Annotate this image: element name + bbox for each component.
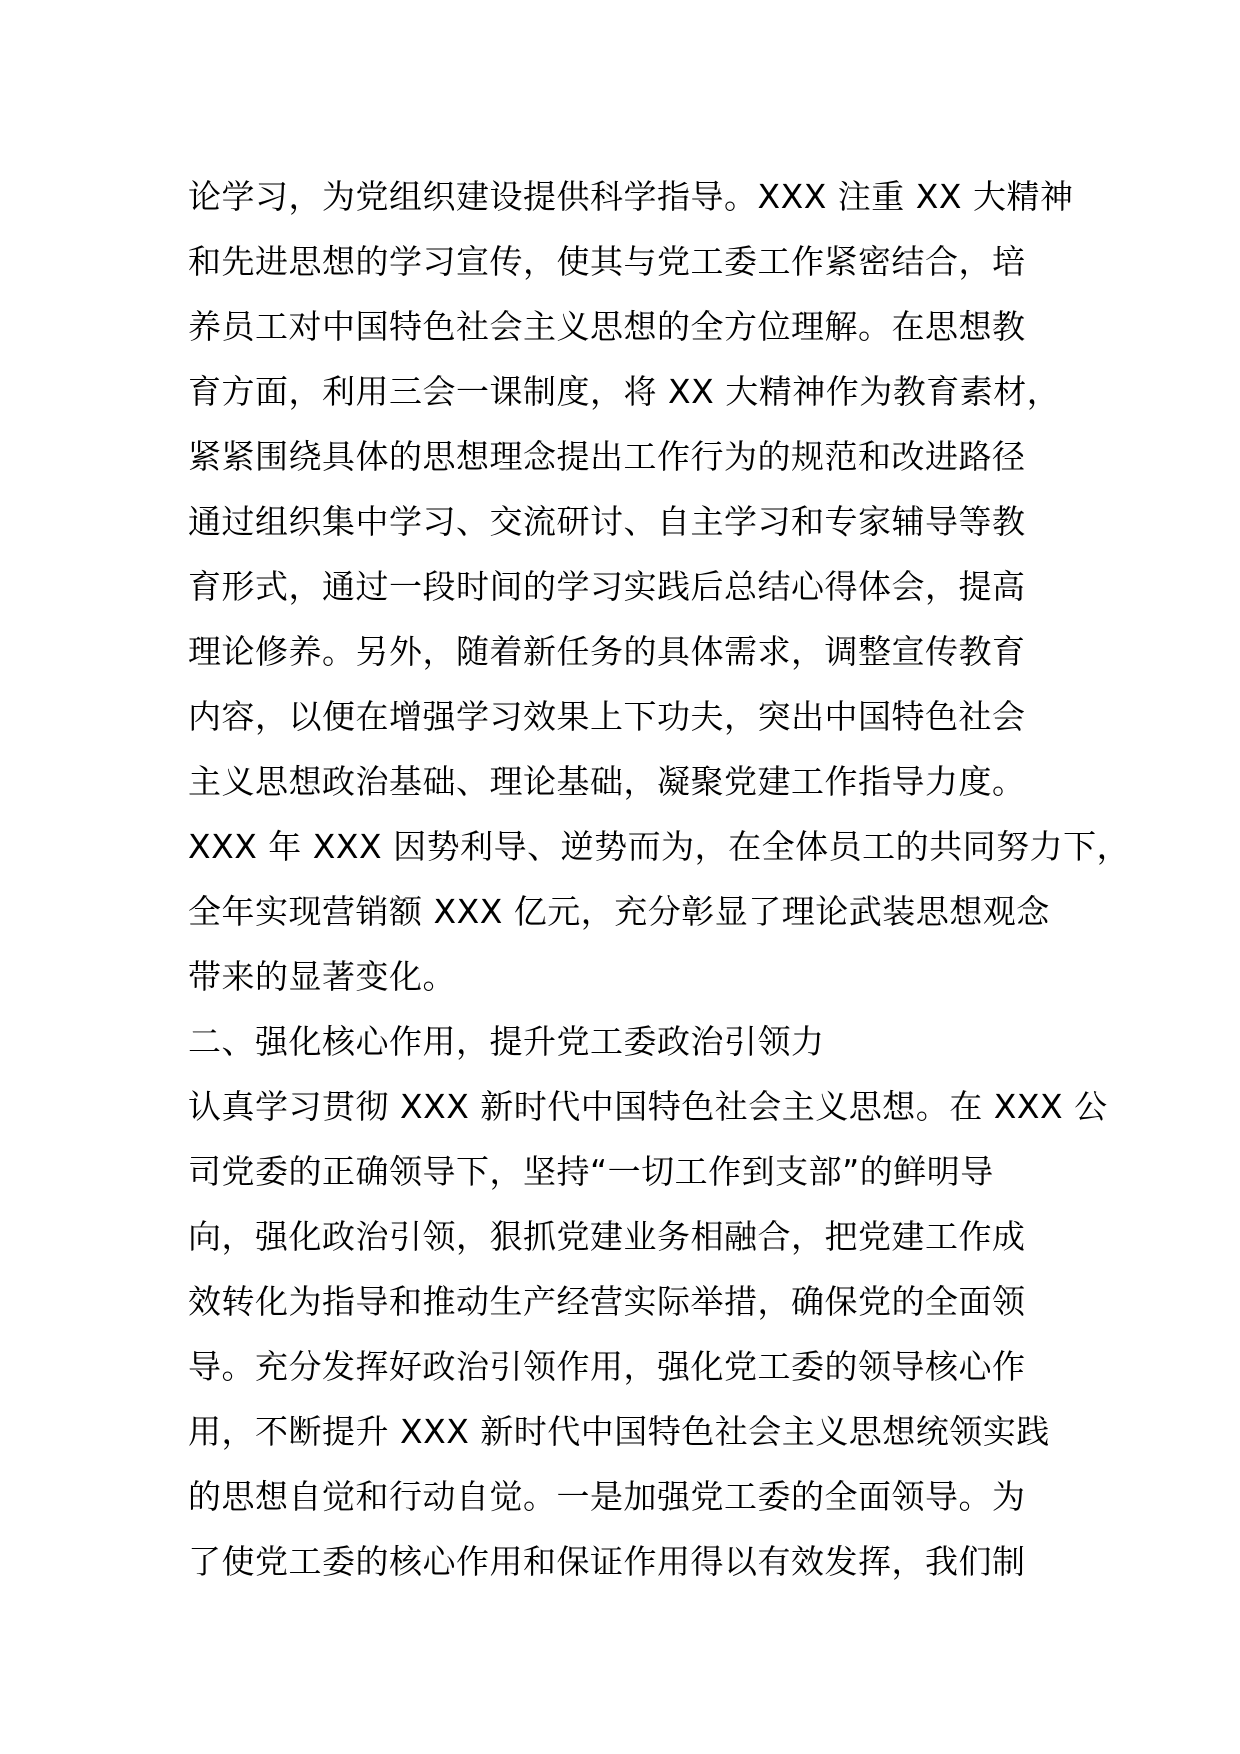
text-line: 内容，以便在增强学习效果上下功夫，突出中国特色社会 xyxy=(188,697,1026,736)
text-line: 认真学习贯彻 XXX 新时代中国特色社会主义思想。在 XXX 公 xyxy=(188,1087,1108,1126)
text-line: 育方面，利用三会一课制度，将 XX 大精神作为教育素材， xyxy=(188,372,1061,411)
text-line: 紧紧围绕具体的思想理念提出工作行为的规范和改进路径 xyxy=(188,437,1026,476)
text-line: 养员工对中国特色社会主义思想的全方位理解。在思想教 xyxy=(188,307,1026,346)
text-line: 论学习，为党组织建设提供科学指导。XXX 注重 XX 大精神 xyxy=(188,177,1074,216)
text-line: 全年实现营销额 XXX 亿元，充分彰显了理论武装思想观念 xyxy=(188,892,1050,931)
text-line: 了使党工委的核心作用和保证作用得以有效发挥，我们制 xyxy=(188,1542,1026,1581)
text-line: 向，强化政治引领，狠抓党建业务相融合，把党建工作成 xyxy=(188,1217,1026,1256)
text-line: 导。充分发挥好政治引领作用，强化党工委的领导核心作 xyxy=(188,1347,1026,1386)
text-line: 主义思想政治基础、理论基础，凝聚党建工作指导力度。 xyxy=(188,762,1026,801)
text-line: XXX 年 XXX 因势利导、逆势而为，在全体员工的共同努力下， xyxy=(188,827,1131,866)
text-line: 司党委的正确领导下，坚持“一切工作到支部”的鲜明导 xyxy=(188,1152,994,1191)
text-line: 理论修养。另外，随着新任务的具体需求，调整宣传教育 xyxy=(188,632,1026,671)
text-line: 育形式，通过一段时间的学习实践后总结心得体会，提高 xyxy=(188,567,1026,606)
text-line: 的思想自觉和行动自觉。一是加强党工委的全面领导。为 xyxy=(188,1477,1026,1516)
section-heading: 二、强化核心作用，提升党工委政治引领力 xyxy=(188,1022,825,1061)
text-line: 带来的显著变化。 xyxy=(188,957,456,996)
text-line: 用，不断提升 XXX 新时代中国特色社会主义思想统领实践 xyxy=(188,1412,1050,1451)
text-line: 和先进思想的学习宣传，使其与党工委工作紧密结合，培 xyxy=(188,242,1026,281)
text-line: 效转化为指导和推动生产经营实际举措，确保党的全面领 xyxy=(188,1282,1026,1321)
body-text xyxy=(188,164,1131,1594)
text-line: 通过组织集中学习、交流研讨、自主学习和专家辅导等教 xyxy=(188,502,1026,541)
